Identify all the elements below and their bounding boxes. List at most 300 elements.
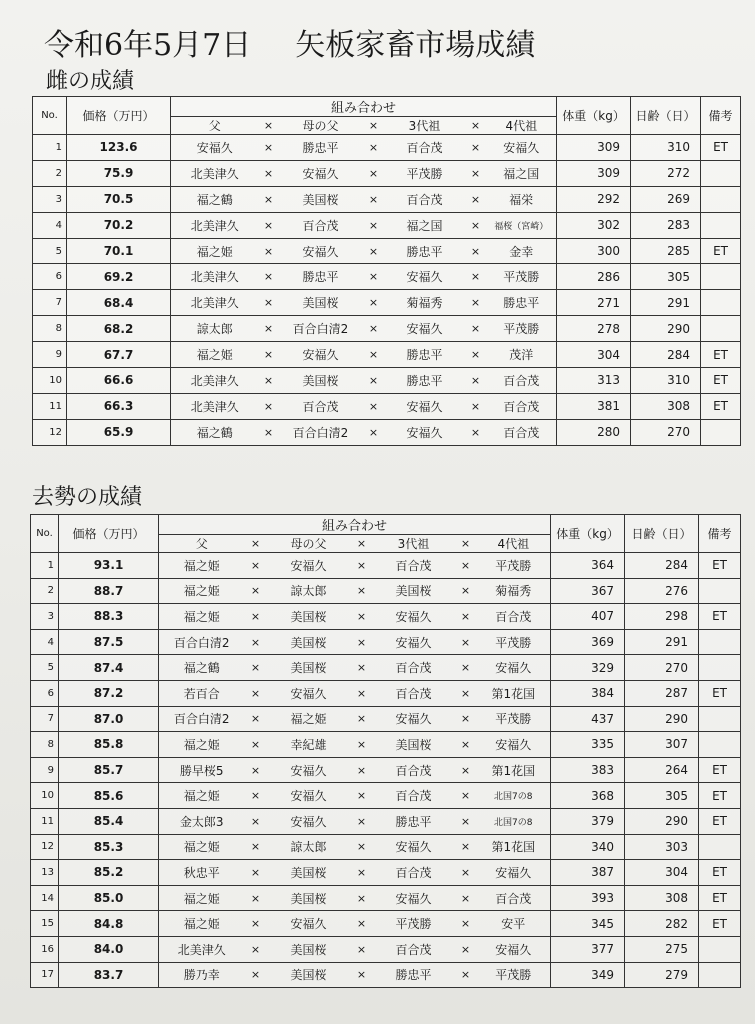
times-sign: × [351,680,373,706]
times-sign: × [259,316,279,342]
age-header: 日齢（日） [625,515,699,553]
weight-value: 407 [551,604,625,630]
third-generation-name: 勝忠平 [385,342,465,368]
times-sign: × [259,290,279,316]
fourth-generation-name: 平茂勝 [477,553,551,579]
row-number: 8 [33,316,67,342]
price-value: 75.9 [67,160,171,186]
age-value: 264 [625,757,699,783]
age-value: 290 [625,808,699,834]
father-name: 福之姫 [159,885,245,911]
price-value: 66.6 [67,368,171,394]
times-sign: × [465,290,487,316]
times-sign: × [455,860,477,886]
note-value [699,578,741,604]
times-sign: × [245,535,267,553]
table-row [31,962,741,988]
times-sign: × [363,290,385,316]
price-value: 66.3 [67,393,171,419]
maternal-grandsire-name: 安福久 [267,680,351,706]
third-generation-name: 安福久 [373,706,455,732]
times-sign: × [259,264,279,290]
times-sign: × [455,962,477,988]
weight-value: 381 [557,393,631,419]
times-sign: × [455,783,477,809]
table-row [33,342,741,368]
father-name: 百合白清2 [159,629,245,655]
maternal-grandsire-name: 百合白清2 [279,419,363,445]
times-sign: × [351,860,373,886]
note-value [699,655,741,681]
row-number: 10 [33,368,67,394]
times-sign: × [245,578,267,604]
fourth-generation-name: 北国7の8 [477,783,551,809]
age-value: 269 [631,186,701,212]
father-name: 勝早桜5 [159,757,245,783]
row-number: 17 [31,962,59,988]
weight-header: 体重（kg） [557,97,631,135]
table-row [31,680,741,706]
father-name: 北美津久 [159,936,245,962]
weight-value: 369 [551,629,625,655]
table-row [31,553,741,579]
times-sign: × [465,212,487,238]
age-value: 270 [625,655,699,681]
father-name: 百合白清2 [159,706,245,732]
father-name: 福之姫 [159,604,245,630]
third-generation-name: 百合茂 [385,186,465,212]
g4-header: 4代祖 [477,535,551,553]
times-sign: × [363,419,385,445]
row-number: 9 [31,757,59,783]
note-value [701,160,741,186]
times-sign: × [465,186,487,212]
father-name: 福之姫 [159,578,245,604]
third-generation-name: 百合茂 [373,680,455,706]
third-generation-name: 百合茂 [373,860,455,886]
age-value: 282 [625,911,699,937]
note-value: ET [699,553,741,579]
age-value: 308 [631,393,701,419]
father-header: 父 [171,117,259,135]
times-sign: × [351,834,373,860]
father-header: 父 [159,535,245,553]
price-value: 87.4 [59,655,159,681]
maternal-grandsire-name: 美国桜 [279,368,363,394]
note-value: ET [701,238,741,264]
times-sign: × [259,135,279,161]
times-sign: × [363,316,385,342]
times-sign: × [351,604,373,630]
times-sign: × [363,342,385,368]
weight-value: 302 [557,212,631,238]
age-value: 279 [625,962,699,988]
table-row [31,885,741,911]
age-value: 287 [625,680,699,706]
age-value: 298 [625,604,699,630]
fourth-generation-name: 安福久 [477,655,551,681]
table-row [31,757,741,783]
age-value: 303 [625,834,699,860]
maternal-grandsire-name: 美国桜 [267,629,351,655]
price-header: 価格（万円） [59,515,159,553]
price-value: 85.3 [59,834,159,860]
fourth-generation-name: 平茂勝 [477,706,551,732]
third-generation-name: 安福久 [385,316,465,342]
row-number: 1 [31,553,59,579]
table-row [31,732,741,758]
note-value: ET [699,680,741,706]
steer-section-title: 去勢の成績 [32,485,143,510]
third-generation-name: 美国桜 [373,732,455,758]
price-value: 85.0 [59,885,159,911]
father-name: 北美津久 [171,212,259,238]
times-sign: × [465,393,487,419]
price-value: 93.1 [59,553,159,579]
weight-value: 368 [551,783,625,809]
table-row [31,936,741,962]
price-value: 85.8 [59,732,159,758]
father-name: 北美津久 [171,264,259,290]
price-value: 85.7 [59,757,159,783]
father-name: 福之姫 [159,911,245,937]
table-row [31,629,741,655]
weight-value: 309 [557,135,631,161]
fourth-generation-name: 安福久 [487,135,557,161]
note-value [701,186,741,212]
note-value: ET [701,342,741,368]
times-sign: × [455,680,477,706]
maternal-grandsire-name: 勝忠平 [279,264,363,290]
market-name: 矢板家畜市場成績 [295,28,536,63]
times-sign: × [351,535,373,553]
father-name: 福之姫 [159,783,245,809]
price-value: 87.5 [59,629,159,655]
father-name: 諒太郎 [171,316,259,342]
note-value: ET [699,604,741,630]
maternal-grandsire-name: 美国桜 [267,885,351,911]
age-value: 304 [625,860,699,886]
fourth-generation-name: 安福久 [477,860,551,886]
times-sign: × [245,808,267,834]
female-results-table [32,96,741,446]
weight-value: 329 [551,655,625,681]
price-value: 85.4 [59,808,159,834]
age-value: 290 [625,706,699,732]
row-number: 2 [33,160,67,186]
age-value: 310 [631,135,701,161]
father-name: 福之姫 [159,732,245,758]
row-number: 2 [31,578,59,604]
row-number: 4 [31,629,59,655]
times-sign: × [363,238,385,264]
price-header: 価格（万円） [67,97,171,135]
note-value: ET [701,368,741,394]
third-generation-name: 平茂勝 [373,911,455,937]
third-generation-name: 安福久 [385,264,465,290]
maternal-grandsire-name: 安福久 [267,783,351,809]
table-row [33,160,741,186]
times-sign: × [245,655,267,681]
times-sign: × [351,757,373,783]
times-sign: × [259,342,279,368]
weight-value: 379 [551,808,625,834]
weight-value: 377 [551,936,625,962]
row-number: 11 [31,808,59,834]
age-value: 284 [625,553,699,579]
father-name: 北美津久 [171,160,259,186]
times-sign: × [455,706,477,732]
maternal-grandsire-name: 安福久 [279,160,363,186]
weight-value: 280 [557,419,631,445]
third-generation-name: 百合茂 [373,783,455,809]
price-value: 88.3 [59,604,159,630]
times-sign: × [363,186,385,212]
price-value: 69.2 [67,264,171,290]
note-value [699,706,741,732]
fourth-generation-name: 百合茂 [477,885,551,911]
times-sign: × [465,316,487,342]
table-row [33,212,741,238]
steer-results-table [30,514,741,988]
note-value [701,419,741,445]
times-sign: × [465,419,487,445]
note-value: ET [701,393,741,419]
times-sign: × [465,160,487,186]
row-number: 15 [31,911,59,937]
times-sign: × [259,160,279,186]
fourth-generation-name: 平茂勝 [487,316,557,342]
fourth-generation-name: 福栄 [487,186,557,212]
maternal-grandsire-name: 福之姫 [267,706,351,732]
row-number: 11 [33,393,67,419]
age-value: 284 [631,342,701,368]
times-sign: × [455,757,477,783]
times-sign: × [363,117,385,135]
times-sign: × [351,553,373,579]
mgf-header: 母の父 [267,535,351,553]
row-number: 5 [31,655,59,681]
table-row [33,368,741,394]
age-header: 日齢（日） [631,97,701,135]
fourth-generation-name: 第1花国 [477,834,551,860]
third-generation-name: 美国桜 [373,578,455,604]
note-value: ET [699,783,741,809]
table-row [33,290,741,316]
weight-value: 387 [551,860,625,886]
table-row [31,578,741,604]
times-sign: × [455,553,477,579]
times-sign: × [455,808,477,834]
times-sign: × [245,680,267,706]
fourth-generation-name: 福之国 [487,160,557,186]
father-name: 北美津久 [171,393,259,419]
times-sign: × [351,578,373,604]
times-sign: × [455,535,477,553]
table-row [31,911,741,937]
page-title [44,20,535,64]
third-generation-name: 福之国 [385,212,465,238]
fourth-generation-name: 茂洋 [487,342,557,368]
third-generation-name: 安福久 [385,419,465,445]
times-sign: × [351,629,373,655]
third-generation-name: 勝忠平 [373,808,455,834]
maternal-grandsire-name: 美国桜 [267,962,351,988]
father-name: 福之鶴 [159,655,245,681]
maternal-grandsire-name: 美国桜 [279,186,363,212]
table-row [33,316,741,342]
weight-value: 304 [557,342,631,368]
times-sign: × [455,655,477,681]
age-value: 305 [625,783,699,809]
times-sign: × [351,885,373,911]
weight-value: 384 [551,680,625,706]
note-value [699,732,741,758]
maternal-grandsire-name: 安福久 [279,342,363,368]
row-number: 6 [31,680,59,706]
fourth-generation-name: 安福久 [477,936,551,962]
times-sign: × [351,706,373,732]
times-sign: × [465,135,487,161]
times-sign: × [351,936,373,962]
times-sign: × [465,117,487,135]
times-sign: × [363,135,385,161]
third-generation-name: 菊福秀 [385,290,465,316]
price-value: 84.8 [59,911,159,937]
price-value: 87.0 [59,706,159,732]
times-sign: × [259,186,279,212]
age-value: 285 [631,238,701,264]
times-sign: × [351,655,373,681]
table-row [31,860,741,886]
maternal-grandsire-name: 美国桜 [267,936,351,962]
note-value [701,212,741,238]
times-sign: × [363,212,385,238]
times-sign: × [351,962,373,988]
note-value: ET [699,911,741,937]
row-number: 3 [33,186,67,212]
weight-value: 286 [557,264,631,290]
fourth-generation-name: 安福久 [477,732,551,758]
table-row [33,238,741,264]
note-value: ET [699,808,741,834]
row-number: 16 [31,936,59,962]
fourth-generation-name: 第1花国 [477,680,551,706]
father-name: 北美津久 [171,368,259,394]
times-sign: × [465,264,487,290]
row-number: 1 [33,135,67,161]
age-value: 272 [631,160,701,186]
times-sign: × [259,393,279,419]
age-value: 276 [625,578,699,604]
times-sign: × [245,936,267,962]
times-sign: × [363,160,385,186]
no-header: No. [31,515,59,553]
times-sign: × [245,604,267,630]
third-generation-name: 勝忠平 [385,238,465,264]
female-section-title: 雌の成績 [46,69,135,94]
maternal-grandsire-name: 安福久 [279,238,363,264]
father-name: 金太郎3 [159,808,245,834]
note-value: ET [699,885,741,911]
times-sign: × [363,368,385,394]
mgf-header: 母の父 [279,117,363,135]
fourth-generation-name: 金幸 [487,238,557,264]
times-sign: × [465,342,487,368]
times-sign: × [465,238,487,264]
row-number: 5 [33,238,67,264]
times-sign: × [245,834,267,860]
row-number: 6 [33,264,67,290]
weight-value: 340 [551,834,625,860]
note-value: ET [699,860,741,886]
times-sign: × [259,212,279,238]
maternal-grandsire-name: 幸紀雄 [267,732,351,758]
table-row [31,808,741,834]
row-number: 12 [33,419,67,445]
fourth-generation-name: 北国7の8 [477,808,551,834]
pedigree-group-header: 組み合わせ [171,97,557,117]
table-row [31,706,741,732]
fourth-generation-name: 安平 [477,911,551,937]
pedigree-group-header: 組み合わせ [159,515,551,535]
times-sign: × [465,368,487,394]
times-sign: × [351,732,373,758]
price-value: 67.7 [67,342,171,368]
father-name: 福之姫 [171,238,259,264]
weight-value: 393 [551,885,625,911]
weight-value: 278 [557,316,631,342]
times-sign: × [245,553,267,579]
price-value: 70.5 [67,186,171,212]
row-number: 13 [31,860,59,886]
maternal-grandsire-name: 安福久 [267,757,351,783]
fourth-generation-name: 平茂勝 [487,264,557,290]
no-header: No. [33,97,67,135]
maternal-grandsire-name: 安福久 [267,808,351,834]
times-sign: × [245,706,267,732]
age-value: 275 [625,936,699,962]
times-sign: × [259,238,279,264]
times-sign: × [455,936,477,962]
row-number: 14 [31,885,59,911]
row-number: 3 [31,604,59,630]
times-sign: × [351,911,373,937]
price-value: 68.2 [67,316,171,342]
times-sign: × [455,732,477,758]
fourth-generation-name: 勝忠平 [487,290,557,316]
table-row [31,834,741,860]
row-number: 8 [31,732,59,758]
table-row [33,419,741,445]
note-value: ET [699,757,741,783]
note-value [699,962,741,988]
maternal-grandsire-name: 美国桜 [267,604,351,630]
third-generation-name: 平茂勝 [385,160,465,186]
father-name: 福之姫 [159,834,245,860]
third-generation-name: 安福久 [373,604,455,630]
fourth-generation-name: 百合茂 [487,393,557,419]
father-name: 北美津久 [171,290,259,316]
maternal-grandsire-name: 安福久 [267,911,351,937]
times-sign: × [455,578,477,604]
weight-value: 309 [557,160,631,186]
price-value: 87.2 [59,680,159,706]
price-value: 83.7 [59,962,159,988]
times-sign: × [245,885,267,911]
table-row [31,655,741,681]
row-number: 10 [31,783,59,809]
